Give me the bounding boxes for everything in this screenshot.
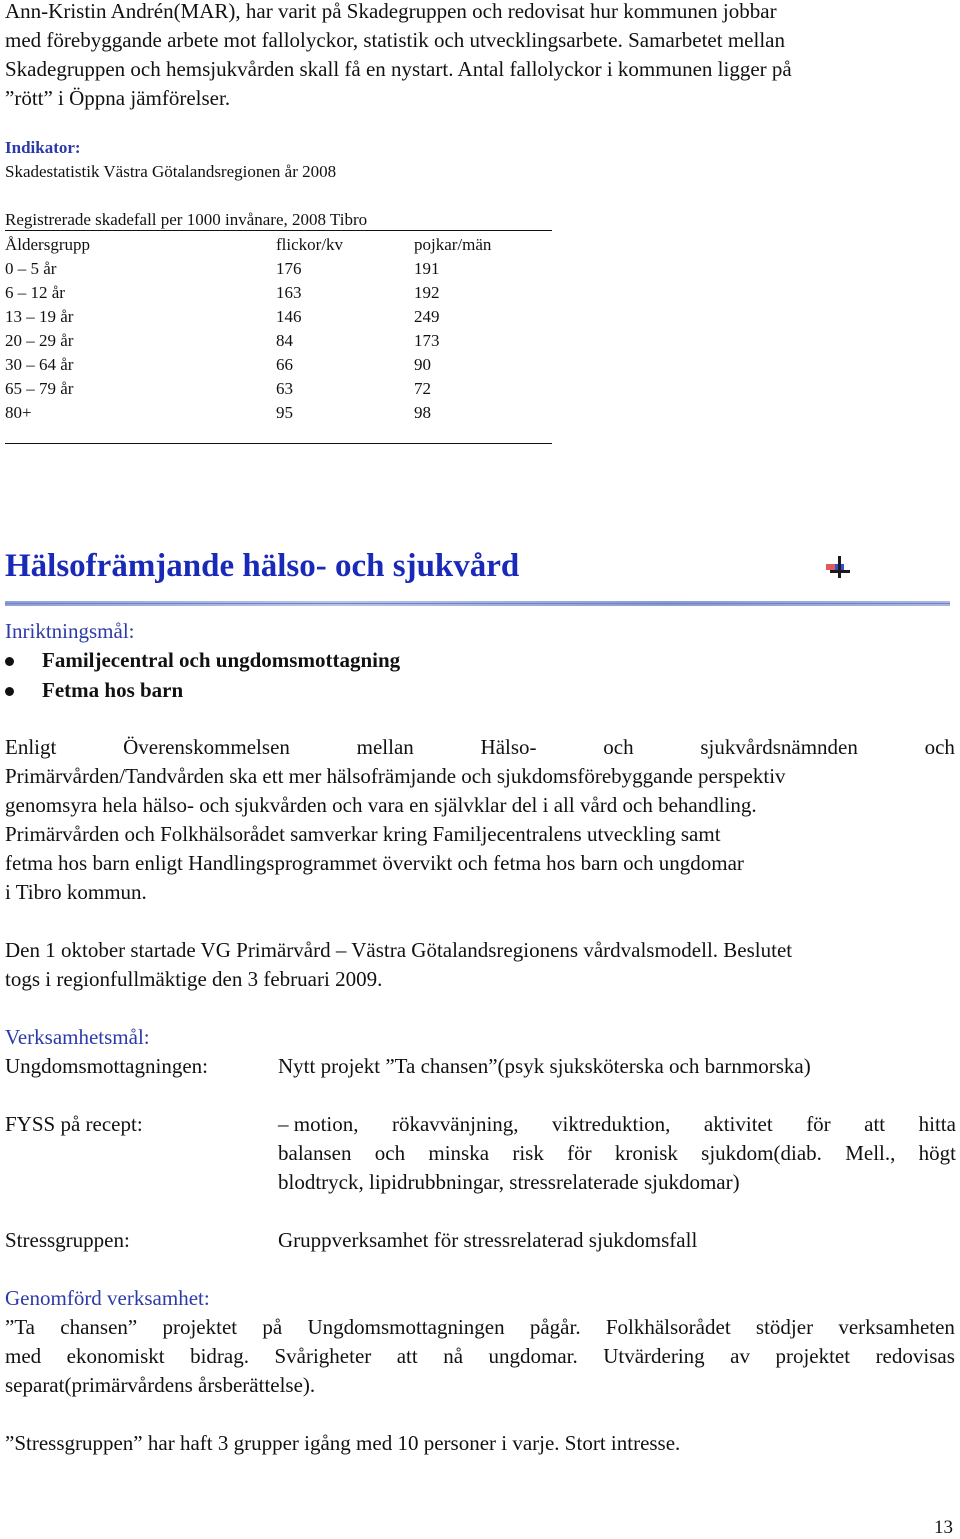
word: pågår. [529, 1315, 581, 1339]
bullet-icon [5, 657, 14, 666]
word: stödjer [755, 1315, 814, 1339]
word: – motion, [278, 1112, 359, 1136]
justified-line [5, 1342, 955, 1371]
word: ungdomar. [488, 1344, 578, 1368]
word: kronisk [614, 1141, 678, 1165]
cell-female: 146 [276, 307, 302, 326]
word: ekonomiskt [66, 1344, 165, 1368]
paragraph-line: separat(primärvårdens årsberättelse). [5, 1373, 316, 1397]
list-item [5, 646, 605, 675]
word: verksamheten [838, 1315, 955, 1339]
paragraph-overenskommelse [5, 733, 955, 907]
inriktning-label: Inriktningsmål: [5, 619, 135, 643]
cell-female: 66 [276, 355, 293, 374]
justified-line [278, 1139, 956, 1168]
word: rökavvänjning, [391, 1112, 519, 1136]
cell-male: 249 [414, 307, 440, 326]
indikator-label: Indikator: [5, 138, 81, 157]
cell-female: 95 [276, 403, 293, 422]
table-top-rule [5, 230, 552, 231]
paragraph-line: togs i regionfullmäktige den 3 februari 2009. [5, 967, 383, 991]
word: Folkhälsorådet [605, 1315, 731, 1339]
cell-age: 65 – 79 år [5, 379, 74, 398]
paragraph-line: genomsyra hela hälso- och sjukvården och vara en självklar del i all vård och behandling. [5, 793, 757, 817]
section-divider-banner [5, 600, 950, 608]
goal-label-ungdom: Ungdomsmottagningen: [5, 1054, 208, 1078]
col-header-female: flickor/kv [276, 235, 344, 254]
indikator-source: Skadestatistik Västra Götalandsregionen år 2008 [5, 162, 337, 181]
word: för [806, 1112, 831, 1136]
word: redovisas [875, 1344, 955, 1368]
word: Mell., [845, 1141, 896, 1165]
cell-female: 84 [276, 331, 293, 350]
word: Enligt [5, 735, 57, 759]
paragraph-genomford [5, 1313, 955, 1400]
word: nå [443, 1344, 464, 1368]
verksamhet-label: Verksamhetsmål: [5, 1025, 150, 1049]
bullet-text: Fetma hos barn [42, 678, 184, 702]
intro-line: med förebyggande arbete mot fallolyckor, statistik och utvecklingsarbete. Samarbetet mellan [5, 28, 785, 52]
paragraph-line: i Tibro kommun. [5, 880, 147, 904]
word: av [730, 1344, 750, 1368]
word: mellan [356, 735, 414, 759]
cell-age: 0 – 5 år [5, 259, 57, 278]
stressgruppen-note: ”Stressgruppen” har haft 3 grupper igång med 10 personer i varje. Stort intresse. [5, 1431, 681, 1455]
word: på [262, 1315, 283, 1339]
list-item [5, 676, 605, 705]
word: och [374, 1141, 406, 1165]
cell-age: 30 – 64 år [5, 355, 74, 374]
cell-age: 20 – 29 år [5, 331, 74, 350]
cell-female: 163 [276, 283, 302, 302]
pointer-arrow-icon [822, 554, 852, 580]
word: projektet [775, 1344, 851, 1368]
cell-male: 192 [414, 283, 440, 302]
word: hitta [918, 1112, 956, 1136]
goal-value-fyss [278, 1110, 956, 1197]
page-number: 13 [934, 1517, 953, 1538]
word: med [5, 1344, 42, 1368]
intro-line: Ann-Kristin Andrén(MAR), har varit på Skadegruppen och redovisat hur kommunen jobbar [5, 0, 777, 23]
cell-male: 90 [414, 355, 431, 374]
word: bidrag. [190, 1344, 249, 1368]
word: chansen” [60, 1315, 138, 1339]
genomford-label: Genomförd verksamhet: [5, 1286, 210, 1310]
word: Överenskommelsen [123, 735, 290, 759]
goal-label-stress: Stressgruppen: [5, 1228, 130, 1252]
intro-paragraph [5, 0, 955, 113]
justified-line [278, 1110, 956, 1139]
word: Svårigheter [274, 1344, 372, 1368]
cell-age: 13 – 19 år [5, 307, 74, 326]
paragraph-line: Primärvården/Tandvården ska ett mer hälsofrämjande och sjukdomsförebyggande perspektiv [5, 764, 786, 788]
goal-line: Gruppverksamhet för stressrelaterad sjukdomsfall [278, 1228, 698, 1252]
word: sjukvårdsnämnden [700, 735, 858, 759]
word: och [924, 735, 955, 759]
intro-line: ”rött” i Öppna jämförelser. [5, 86, 231, 110]
justified-line [5, 1313, 955, 1342]
word: balansen [278, 1141, 352, 1165]
word: sjukdom(diab. [701, 1141, 822, 1165]
goal-label-fyss: FYSS på recept: [5, 1112, 143, 1136]
word: minska [428, 1141, 490, 1165]
bullet-icon [5, 687, 14, 696]
word: viktreduktion, [552, 1112, 671, 1136]
word: aktivitet [703, 1112, 773, 1136]
intro-line: Skadegruppen och hemsjukvården skall få en nystart. Antal fallolyckor i kommunen ligger på [5, 57, 792, 81]
word: för [567, 1141, 592, 1165]
goal-line: blodtryck, lipidrubbningar, stressrelaterade sjukdomar) [278, 1170, 740, 1194]
cell-age: 6 – 12 år [5, 283, 65, 302]
cell-female: 176 [276, 259, 302, 278]
paragraph-vardval [5, 936, 955, 994]
section-heading: Hälsofrämjande hälso- och sjukvård [5, 548, 520, 584]
cell-age: 80+ [5, 403, 32, 422]
word: att [396, 1344, 418, 1368]
cell-female: 63 [276, 379, 293, 398]
paragraph-line: Primärvården och Folkhälsorådet samverkar kring Familjecentralens utveckling samt [5, 822, 721, 846]
goal-value-stress [278, 1226, 956, 1255]
paragraph-line: fetma hos barn enligt Handlingsprogrammet övervikt och fetma hos barn och ungdomar [5, 851, 744, 875]
word: risk [512, 1141, 544, 1165]
table-caption: Registrerade skadefall per 1000 invånare, 2008 Tibro [5, 210, 368, 229]
goal-value-ungdom [278, 1052, 956, 1081]
word: att [864, 1112, 886, 1136]
cell-male: 191 [414, 259, 440, 278]
word: Ungdomsmottagningen [307, 1315, 505, 1339]
word: Hälso- [480, 735, 537, 759]
word: och [603, 735, 634, 759]
word: projektet [162, 1315, 238, 1339]
cell-male: 173 [414, 331, 440, 350]
col-header-male: pojkar/män [414, 235, 492, 254]
bullet-text: Familjecentral och ungdomsmottagning [42, 648, 401, 672]
cell-male: 98 [414, 403, 431, 422]
paragraph-line: Den 1 oktober startade VG Primärvård – Västra Götalandsregionens vårdvalsmodell. Beslutet [5, 938, 793, 962]
word: Utvärdering [603, 1344, 705, 1368]
justified-line [5, 733, 955, 762]
col-header-age: Åldersgrupp [5, 235, 90, 254]
word: ”Ta [5, 1315, 36, 1339]
word: högt [918, 1141, 956, 1165]
table-bottom-rule [5, 443, 552, 444]
goal-line: Nytt projekt ”Ta chansen”(psyk sjuksköterska och barnmorska) [278, 1054, 811, 1078]
cell-male: 72 [414, 379, 431, 398]
